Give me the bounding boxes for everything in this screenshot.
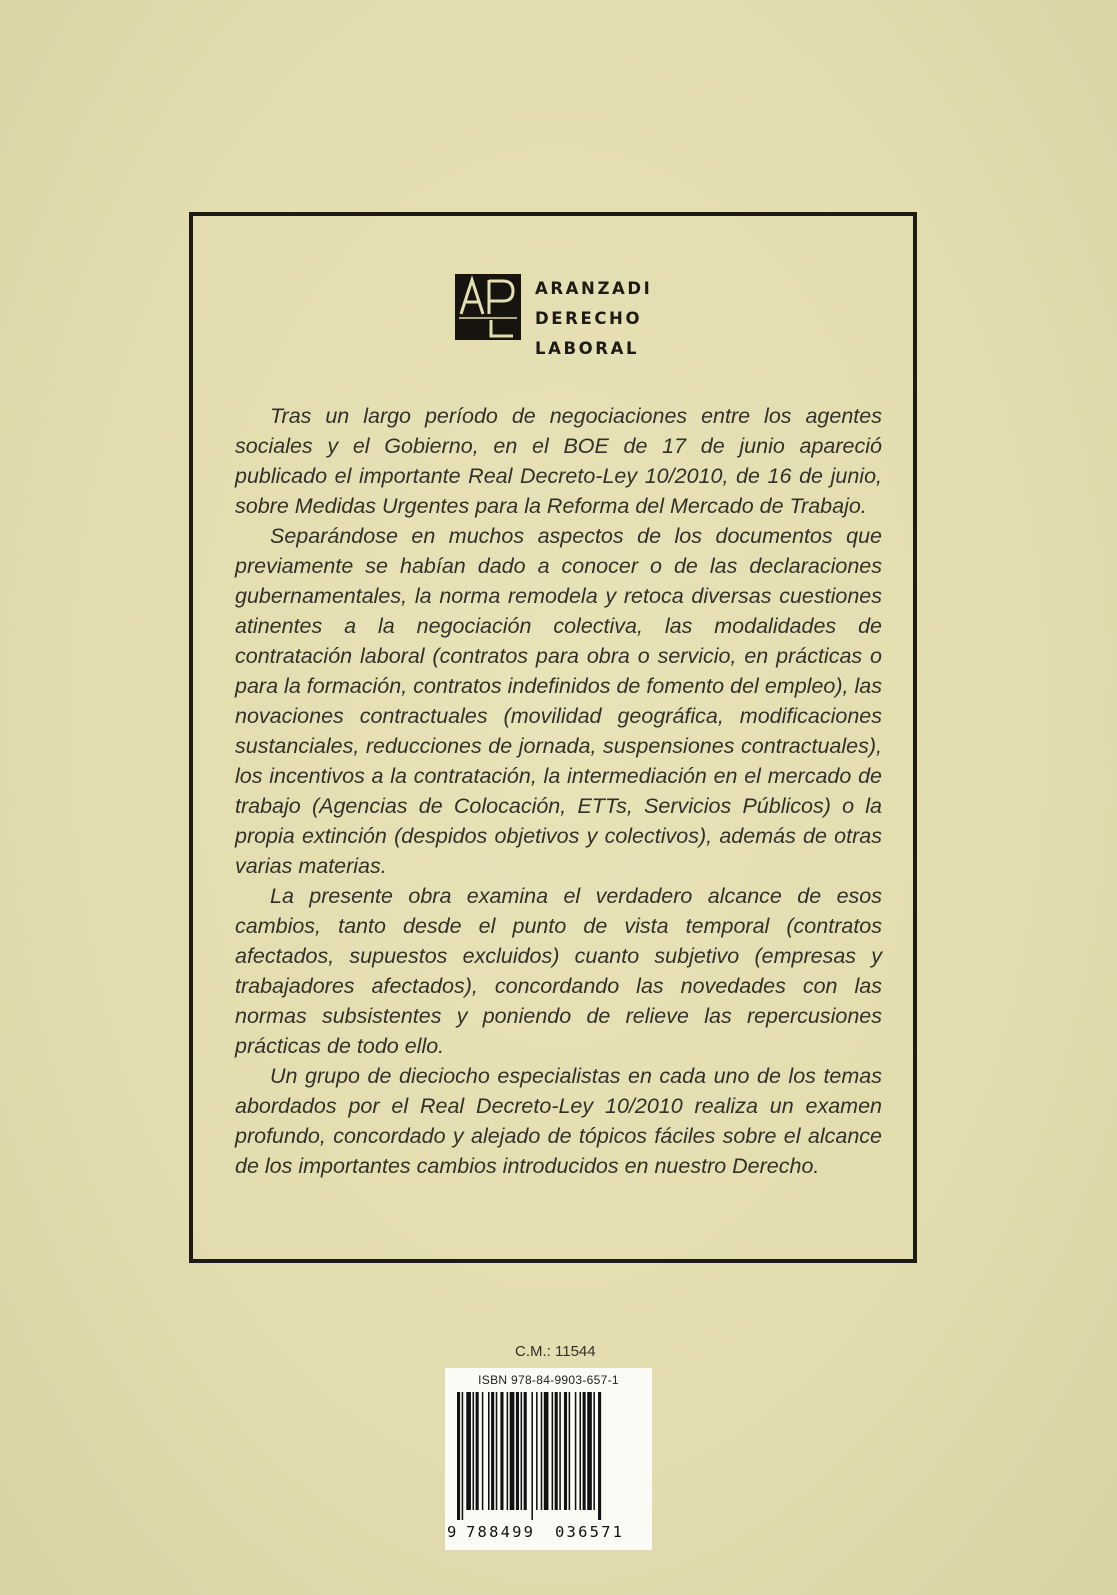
barcode-left-digits: 788499 (466, 1523, 536, 1541)
barcode-bar (507, 1392, 509, 1510)
barcode-bar (476, 1392, 479, 1510)
isbn-text: ISBN 978-84-9903-657-1 (478, 1373, 619, 1387)
barcode-bar (500, 1392, 503, 1510)
barcode-bar (587, 1392, 592, 1510)
publisher-name (535, 274, 652, 364)
barcode-bar (516, 1392, 519, 1510)
barcode-bar (466, 1392, 471, 1510)
barcode-bar (536, 1392, 538, 1510)
publisher-name-line-3: LABORAL (535, 339, 640, 358)
description-paragraph-2: Separándose en muchos aspectos de los documentos que previamente se habían dado a conocer o de las declaraciones gubernamentales, la norma remodela y retoca diversas cuestiones atinentes a la negociación colectiva, las modalidades de contratación laboral (contratos para obra o servicio, en prácticas o para la formación, contratos indefinidos de fomento del empleo), las novaciones contractuales (movilidad geográfica, modificaciones sustanciales, reducciones de jornada, suspensiones contractuales), los incentivos a la contratación, la intermediación en el mercado de trabajo (Agencias de Colocación, ETTs, Servicios Públicos) o la propia extinción (despidos objetivos y colectivos), además de otras varias materias. (235, 524, 882, 878)
barcode-bar (555, 1392, 558, 1510)
barcode-bar (457, 1392, 460, 1520)
barcode-bars-icon (457, 1392, 647, 1520)
barcode-bar (552, 1392, 554, 1510)
barcode-bar (473, 1392, 475, 1510)
barcode-bar (521, 1392, 523, 1510)
book-description (235, 401, 882, 1181)
barcode-bar (488, 1392, 490, 1510)
barcode-bar (559, 1392, 561, 1510)
barcode-label (445, 1368, 652, 1550)
publisher-logo (455, 274, 685, 358)
barcode-bar (482, 1392, 484, 1510)
barcode-right-digits: 036571 (555, 1523, 625, 1541)
barcode-bar (579, 1392, 581, 1510)
barcode-bar (541, 1392, 543, 1510)
barcode-bar (593, 1392, 595, 1510)
barcode-bar (598, 1392, 601, 1520)
publisher-name-line-2: DERECHO (535, 309, 643, 328)
apdl-monogram-icon (455, 274, 521, 340)
barcode-bar (544, 1392, 549, 1510)
barcode-bar (462, 1392, 464, 1520)
barcode-bar (491, 1392, 494, 1510)
barcode-bar (496, 1392, 498, 1510)
barcode-bar (564, 1392, 567, 1510)
description-paragraph-1: Tras un largo período de negociaciones entre los agentes sociales y el Gobierno, en el BOE de 17 de junio apareció publicado el importante Real Decreto-Ley 10/2010, de 16 de junio, sobre Medidas Urgentes para la Reforma del Mercado de Trabajo. (235, 404, 882, 518)
description-paragraph-4: Un grupo de dieciocho especialistas en cada uno de los temas abordados por el Real Decreto-Ley 10/2010 realiza un examen profundo, concordado y alejado de tópicos fáciles sobre el alcance de los importantes cambios introducidos en nuestro Derecho. (235, 1064, 882, 1178)
barcode-bar (510, 1392, 515, 1510)
barcode-bar (524, 1392, 527, 1510)
barcode-bar (569, 1392, 571, 1510)
barcode-bar (575, 1392, 577, 1510)
description-frame (189, 212, 917, 1263)
barcode-first-digit: 9 (447, 1523, 457, 1541)
catalog-code: C.M.: 11544 (515, 1343, 596, 1360)
barcode-bar (583, 1392, 586, 1510)
publisher-name-line-1: ARANZADI (535, 279, 653, 298)
barcode-bar (531, 1392, 533, 1520)
description-paragraph-3: La presente obra examina el verdadero alcance de esos cambios, tanto desde el punto de vista temporal (contratos afectados, supuestos excluidos) cuanto subjetivo (empresas y trabajadores afectados), concordando las novedades con las normas subsistentes y poniendo de relieve las repercusiones prácticas de todo ello. (235, 884, 882, 1058)
